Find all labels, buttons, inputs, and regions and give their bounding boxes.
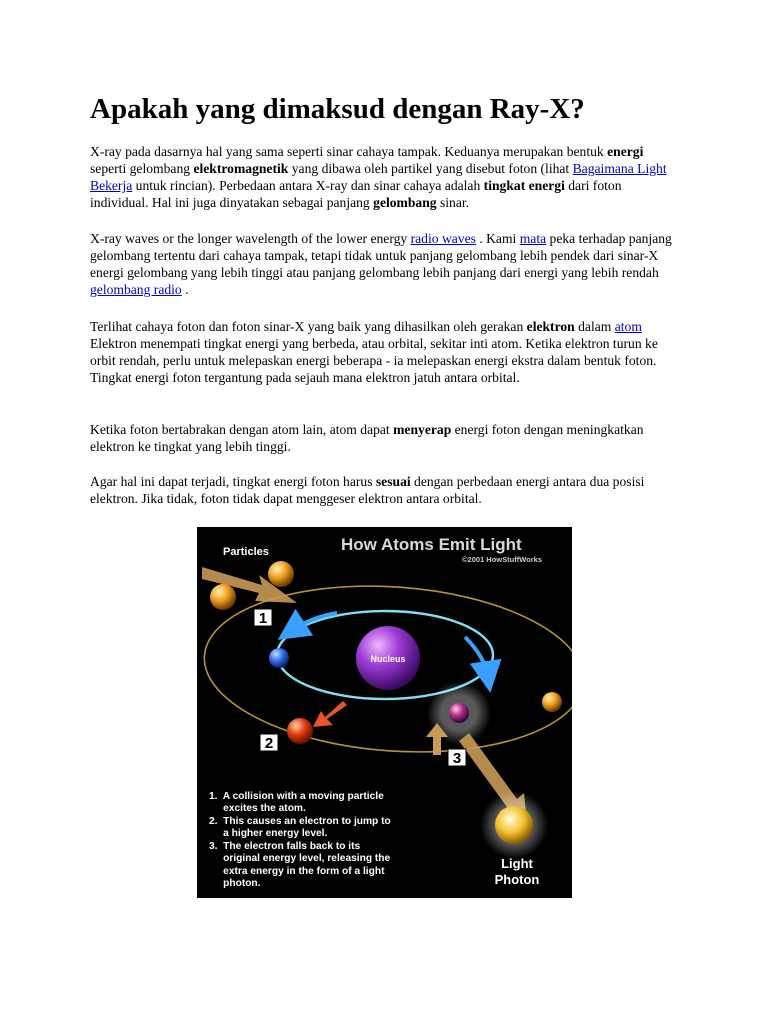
- particle-ball: [542, 692, 562, 712]
- atom-emission-diagram: [197, 527, 572, 898]
- text: untuk rincian). Perbedaan antara X-ray dan sinar cahaya adalah: [132, 178, 484, 193]
- text: dari foton individual. Hal ini juga dinyatakan sebagai panjang: [90, 178, 622, 210]
- link-bagaimana-light-bekerja[interactable]: Bagaimana Light Bekerja: [90, 161, 667, 193]
- step-1-number: 1: [258, 610, 268, 627]
- text: X-ray pada dasarnya hal yang sama seperti sinar cahaya tampak. Keduanya merupakan bentuk: [90, 144, 608, 159]
- particle-ball: [268, 561, 294, 587]
- figure-copyright: ©2001 HowStuffWorks: [462, 555, 542, 564]
- bold-menyerap: menyerap: [393, 422, 452, 437]
- step-2-number: 2: [264, 735, 274, 752]
- step-line: extra energy in the form of a light: [209, 866, 385, 877]
- text: X-ray waves or the longer wavelength of the lower energy: [90, 231, 411, 246]
- step-line: 3. The electron falls back to its: [209, 841, 361, 852]
- link-mata[interactable]: mata: [519, 231, 547, 246]
- text: Elektron menempati tingkat energi yang berbeda, atau orbital, sekitar inti atom. Ketika elektron turun ke orbit rendah, perlu untuk melepaskan energi beberapa - ia melepaskan energi ekstra dalam bentuk foton. Tingkat energi foton tergantung pada sejauh mana elektron jatuh antara orbital.: [90, 336, 658, 385]
- text: .: [181, 282, 189, 297]
- paragraph-5: [90, 473, 680, 507]
- diagram-svg: [197, 527, 572, 898]
- particles-label: Particles: [223, 546, 269, 558]
- link-radio-waves[interactable]: radio waves: [410, 231, 476, 246]
- bold-gelombang: gelombang: [373, 195, 437, 210]
- electron-excited: [449, 703, 469, 723]
- paragraph-3: [90, 318, 680, 386]
- bold-elektromagnetik: elektromagnetik: [193, 161, 289, 176]
- bold-tingkat-energi: tingkat energi: [483, 178, 565, 193]
- text: dengan perbedaan energi antara dua posisi elektron. Jika tidak, foton tidak dapat menggeser elektron antara orbital.: [90, 474, 645, 506]
- step-line: 2. This causes an electron to jump to: [209, 816, 391, 827]
- step-line: photon.: [209, 878, 261, 889]
- light-photon: [495, 806, 533, 844]
- photon-label: Photon: [494, 872, 540, 887]
- bold-elektron: elektron: [526, 319, 575, 334]
- link-atom[interactable]: atom: [614, 319, 642, 334]
- text: . Kami: [475, 231, 520, 246]
- text: peka terhadap panjang gelombang tertentu dari cahaya tampak, tetapi tidak untuk panjang gelombang lebih pendek dari sinar-X energi gelombang yang lebih tinggi atau panjang gelombang lebih panjang dari energi yang lebih rendah: [90, 231, 672, 280]
- light-label: Light: [501, 856, 533, 871]
- text: Agar hal ini dapat terjadi, tingkat energi foton harus: [90, 474, 376, 489]
- link-gelombang-radio[interactable]: gelombang radio: [90, 282, 182, 297]
- text: yang dibawa oleh partikel yang disebut foton (lihat: [288, 161, 573, 176]
- electron-red: [287, 718, 313, 744]
- text: dalam: [574, 319, 615, 334]
- text: seperti gelombang: [90, 161, 194, 176]
- paragraph-4: [90, 421, 680, 455]
- text: energi foton dengan meningkatkan elektron ke tingkat yang lebih tinggi.: [90, 422, 644, 454]
- electron-blue: [269, 648, 289, 668]
- step-line: a higher energy level.: [209, 828, 328, 839]
- nucleus-label: Nucleus: [370, 654, 406, 664]
- step-line: 1. A collision with a moving particle: [209, 791, 384, 802]
- step-line: excites the atom.: [209, 803, 306, 814]
- paragraph-1: [90, 143, 680, 211]
- bold-sesuai: sesuai: [375, 474, 411, 489]
- paragraph-2: [90, 230, 680, 298]
- text: Terlihat cahaya foton dan foton sinar-X yang baik yang dihasilkan oleh gerakan: [90, 319, 527, 334]
- text: Ketika foton bertabrakan dengan atom lain, atom dapat: [90, 422, 394, 437]
- step-line: original energy level, releasing the: [209, 853, 391, 864]
- text: sinar.: [436, 195, 470, 210]
- particle-ball: [210, 584, 236, 610]
- bold-energi: energi: [607, 144, 644, 159]
- page-title: Apakah yang dimaksud dengan Ray-X?: [90, 93, 585, 125]
- figure-title: How Atoms Emit Light: [341, 535, 522, 554]
- step-3-number: 3: [452, 750, 462, 767]
